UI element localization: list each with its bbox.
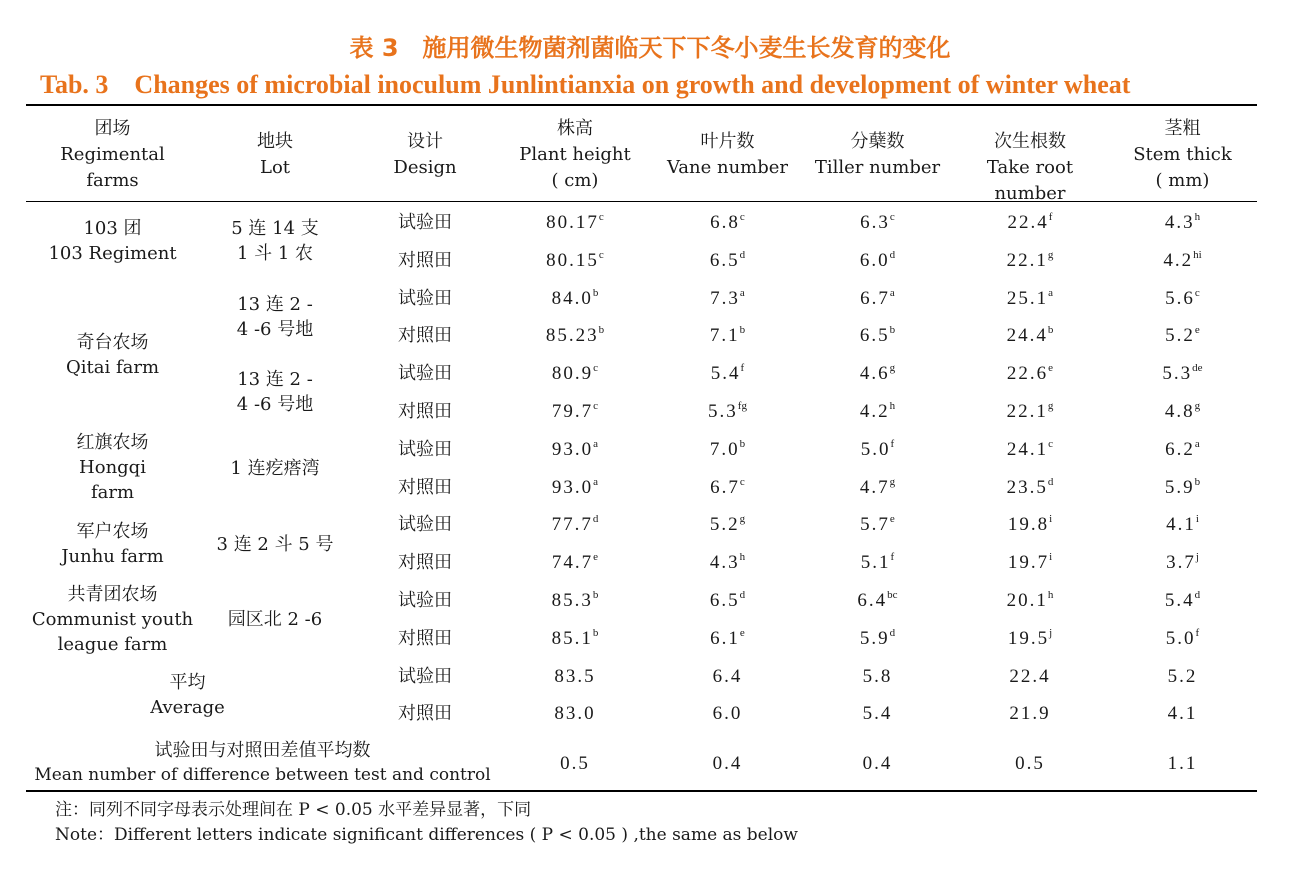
stem-cell: [1105, 512, 1260, 537]
tiller-cell: [800, 399, 955, 424]
note-en: Note：Different letters indicate significant differences ( P < 0.05 ) ,the same as below: [55, 825, 798, 845]
tiller-value: 6.0: [859, 250, 890, 271]
lot-line: 4 -6 号地: [236, 394, 314, 415]
vane-significance-letter: c: [739, 211, 745, 223]
tiller-significance-letter: h: [889, 400, 896, 412]
height-significance-letter: a: [593, 476, 599, 488]
tiller-value: 4.7: [859, 477, 890, 498]
stem-significance-letter: h: [1194, 211, 1201, 223]
farm-name-en: Hongqi: [79, 457, 146, 478]
bottom-rule: [26, 790, 1257, 792]
table-title-en: [40, 70, 1270, 100]
height-significance-letter: c: [593, 400, 599, 412]
tiller-cell: [800, 286, 955, 311]
stem-significance-letter: a: [1194, 438, 1200, 450]
root-significance-letter: a: [1048, 287, 1054, 299]
vane-significance-letter: h: [739, 551, 746, 563]
tiller-significance-letter: e: [889, 513, 895, 525]
root-value: 19.7: [1007, 552, 1050, 573]
stem-cell: [1105, 475, 1260, 500]
tiller-value: 5.7: [860, 514, 890, 535]
header-vane-en: Vane number: [666, 157, 789, 178]
farm-junhu: [30, 519, 195, 569]
tiller-cell: [800, 701, 955, 726]
stem-value: 4.3: [1164, 212, 1195, 233]
farm-hongqi: [30, 430, 195, 505]
root-cell: [955, 626, 1105, 651]
header-stem-en: Stem thick: [1133, 144, 1232, 165]
header-farm: [30, 116, 195, 194]
stem-cell: [1105, 664, 1260, 689]
root-cell: [955, 512, 1105, 537]
tiller-cell: [800, 512, 955, 537]
root-cell: [955, 210, 1105, 235]
difference-label-en: Mean number of difference between test and control: [34, 765, 491, 785]
stem-value: 3.7: [1166, 552, 1196, 573]
top-rule: [26, 104, 1257, 106]
stem-cell: [1105, 550, 1260, 575]
stem-cell: [1105, 248, 1260, 273]
root-cell: [955, 664, 1105, 689]
vane-cell: [655, 248, 800, 273]
difference-label: [30, 738, 495, 788]
difference-root: 0.5: [1015, 753, 1045, 774]
vane-value: 6.0: [712, 703, 743, 724]
stem-significance-letter: i: [1195, 513, 1199, 525]
stem-significance-letter: f: [1195, 627, 1200, 639]
tiller-cell: [800, 475, 955, 500]
lot-6: [195, 607, 355, 632]
root-value: 22.6: [1006, 363, 1049, 384]
tiller-value: 5.8: [862, 666, 893, 687]
farm-name-en: 103 Regiment: [48, 243, 177, 264]
header-stem: [1105, 116, 1260, 194]
height-cell: [495, 286, 655, 311]
height-value: 77.7: [551, 514, 593, 535]
height-value: 93.0: [551, 477, 594, 498]
vane-cell: [655, 512, 800, 537]
design-cell: 试验田: [398, 514, 452, 535]
tiller-significance-letter: f: [890, 438, 895, 450]
vane-value: 6.4: [712, 666, 743, 687]
tiller-cell: [800, 550, 955, 575]
tiller-cell: [800, 248, 955, 273]
farm-name-cn: 共青团农场: [67, 584, 158, 605]
farm-name-en: Junhu farm: [61, 546, 164, 567]
stem-cell: [1105, 588, 1260, 613]
vane-value: 5.4: [710, 363, 741, 384]
stem-significance-letter: de: [1192, 362, 1203, 374]
tiller-significance-letter: c: [889, 211, 895, 223]
height-cell: [495, 248, 655, 273]
stem-significance-letter: j: [1195, 551, 1199, 563]
farm-name-en2: farm: [90, 482, 135, 503]
farm-qitai: [30, 330, 195, 380]
stem-value: 4.1: [1166, 514, 1196, 535]
stem-value: 4.1: [1167, 703, 1198, 724]
height-cell: [495, 512, 655, 537]
tiller-cell: [800, 626, 955, 651]
stem-cell: [1105, 361, 1260, 386]
height-significance-letter: b: [592, 627, 599, 639]
stem-value: 4.2: [1163, 250, 1194, 271]
design-cell: 试验田: [398, 439, 452, 460]
root-value: 22.4: [1007, 212, 1049, 233]
stem-cell: [1105, 399, 1260, 424]
vane-significance-letter: e: [739, 627, 745, 639]
table-label: Tab. 3: [40, 70, 109, 99]
header-root-en: Take root number: [986, 157, 1074, 204]
height-significance-letter: c: [598, 249, 604, 261]
stem-value: 5.2: [1165, 325, 1195, 346]
tiller-value: 4.6: [859, 363, 890, 384]
vane-significance-letter: d: [739, 249, 746, 261]
tiller-value: 6.7: [860, 288, 890, 309]
root-significance-letter: f: [1048, 211, 1053, 223]
average-en: Average: [150, 697, 225, 718]
root-cell: [955, 588, 1105, 613]
design-cell: 对照田: [398, 401, 452, 422]
root-cell: [955, 399, 1105, 424]
difference-height: 0.5: [560, 753, 590, 774]
root-significance-letter: c: [1048, 438, 1054, 450]
lot-4: [195, 456, 355, 481]
root-value: 19.5: [1007, 628, 1050, 649]
vane-cell: [655, 210, 800, 235]
header-stem-unit: ( mm): [1155, 170, 1210, 191]
table-title-cn: 表 3 施用微生物菌剂菌临天下下冬小麦生长发育的变化: [349, 34, 951, 62]
height-significance-letter: a: [593, 438, 599, 450]
vane-cell: [655, 286, 800, 311]
height-significance-letter: e: [593, 551, 599, 563]
vane-value: 4.3: [709, 552, 740, 573]
vane-cell: [655, 550, 800, 575]
height-value: 74.7: [551, 552, 594, 573]
tiller-value: 5.4: [862, 703, 893, 724]
vane-cell: [655, 475, 800, 500]
stem-significance-letter: b: [1194, 476, 1201, 488]
header-height: [495, 116, 655, 194]
height-value: 93.0: [551, 439, 594, 460]
stem-significance-letter: d: [1194, 589, 1201, 601]
vane-value: 6.8: [710, 212, 740, 233]
height-cell: [495, 626, 655, 651]
root-cell: [955, 361, 1105, 386]
root-value: 24.4: [1006, 325, 1048, 346]
root-cell: [955, 437, 1105, 462]
farm-name-cn: 奇台农场: [76, 332, 149, 353]
vane-cell: [655, 588, 800, 613]
farm-name-en: Communist youth: [31, 609, 194, 630]
tiller-value: 4.2: [859, 401, 890, 422]
farm-name-cn: 军户农场: [76, 521, 149, 542]
root-cell: [955, 323, 1105, 348]
header-vane-cn: 叶片数: [700, 131, 755, 152]
height-significance-letter: c: [598, 211, 604, 223]
stem-value: 5.9: [1164, 477, 1195, 498]
root-value: 22.1: [1006, 401, 1048, 422]
note-cn: 注：同列不同字母表示处理间在 P < 0.05 水平差异显著，下同: [55, 800, 532, 820]
stem-value: 6.2: [1165, 439, 1195, 460]
height-significance-letter: b: [598, 324, 605, 336]
tiller-significance-letter: b: [889, 324, 896, 336]
vane-significance-letter: c: [739, 476, 745, 488]
vane-value: 5.3: [708, 401, 738, 422]
stem-value: 5.0: [1165, 628, 1196, 649]
design-cell: 对照田: [398, 250, 452, 271]
tiller-significance-letter: bc: [887, 589, 898, 601]
root-value: 23.5: [1006, 477, 1048, 498]
vane-value: 5.2: [709, 514, 740, 535]
average-label: [100, 670, 275, 720]
header-root: [955, 129, 1105, 207]
vane-cell: [655, 664, 800, 689]
height-cell: [495, 664, 655, 689]
stem-value: 5.6: [1165, 288, 1195, 309]
height-cell: [495, 399, 655, 424]
tiller-cell: [800, 210, 955, 235]
header-design-en: Design: [393, 157, 457, 178]
design-cell: 试验田: [398, 590, 452, 611]
root-value: 21.9: [1009, 703, 1051, 724]
vane-cell: [655, 323, 800, 348]
lot-5: [195, 532, 355, 557]
tiller-significance-letter: a: [889, 287, 895, 299]
stem-significance-letter: hi: [1193, 249, 1202, 261]
tiller-significance-letter: d: [889, 249, 896, 261]
lot-line: 1 斗 1 农: [236, 243, 314, 264]
root-significance-letter: i: [1049, 513, 1053, 525]
height-value: 80.15: [546, 250, 599, 271]
tiller-cell: [800, 323, 955, 348]
vane-value: 7.1: [709, 325, 740, 346]
design-cell: 对照田: [398, 325, 452, 346]
header-design-cn: 设计: [407, 131, 443, 152]
stem-value: 4.8: [1164, 401, 1195, 422]
tiller-cell: [800, 361, 955, 386]
vane-value: 6.5: [709, 590, 740, 611]
height-cell: [495, 210, 655, 235]
lot-1: [195, 216, 355, 266]
header-tiller-en: Tiller number: [814, 157, 941, 178]
tiller-value: 6.4: [857, 590, 888, 611]
header-design: [355, 129, 495, 181]
root-significance-letter: h: [1047, 589, 1054, 601]
height-value: 80.9: [551, 363, 594, 384]
design-cell: 试验田: [398, 212, 452, 233]
header-vane: [655, 129, 800, 181]
stem-value: 5.4: [1164, 590, 1195, 611]
design-cell: 试验田: [398, 288, 452, 309]
header-farm-cn: 团场: [94, 118, 131, 139]
header-lot-cn: 地块: [257, 131, 293, 152]
header-lot: [195, 129, 355, 181]
difference-vane: 0.4: [712, 753, 743, 774]
farm-103: [30, 216, 195, 266]
average-cn: 平均: [169, 672, 206, 693]
lot-2: [195, 292, 355, 342]
tiller-cell: [800, 664, 955, 689]
root-cell: [955, 550, 1105, 575]
root-significance-letter: e: [1048, 362, 1054, 374]
vane-cell: [655, 399, 800, 424]
vane-significance-letter: g: [739, 513, 746, 525]
tiller-value: 6.5: [859, 325, 890, 346]
tiller-value: 6.3: [860, 212, 890, 233]
root-significance-letter: d: [1047, 476, 1054, 488]
farm-communist: [30, 582, 195, 657]
vane-significance-letter: fg: [737, 400, 747, 412]
lot-line: 13 连 2 -: [237, 369, 313, 390]
header-tiller: [800, 129, 955, 181]
farm-name-en2: league farm: [57, 634, 168, 655]
tiller-value: 5.0: [860, 439, 891, 460]
lot-3: [195, 367, 355, 417]
header-tiller-cn: 分蘖数: [850, 131, 905, 152]
root-value: 20.1: [1006, 590, 1048, 611]
root-significance-letter: g: [1047, 249, 1054, 261]
height-significance-letter: b: [592, 287, 599, 299]
root-cell: [955, 248, 1105, 273]
difference-stem: 1.1: [1167, 753, 1198, 774]
vane-cell: [655, 626, 800, 651]
height-value: 85.1: [551, 628, 593, 649]
stem-value: 5.3: [1162, 363, 1193, 384]
lot-line: 1 连疙瘩湾: [230, 458, 320, 479]
vane-significance-letter: a: [739, 287, 745, 299]
vane-value: 7.3: [710, 288, 740, 309]
design-cell: 对照田: [398, 552, 452, 573]
stem-significance-letter: e: [1194, 324, 1200, 336]
height-value: 85.3: [551, 590, 593, 611]
root-value: 19.8: [1007, 514, 1050, 535]
lot-line: 园区北 2 -6: [227, 609, 323, 630]
difference-label-cn: 试验田与对照田差值平均数: [154, 740, 371, 761]
vane-significance-letter: d: [739, 589, 746, 601]
height-significance-letter: d: [592, 513, 599, 525]
vane-value: 6.7: [710, 477, 740, 498]
stem-cell: [1105, 210, 1260, 235]
vane-significance-letter: b: [739, 438, 746, 450]
header-root-cn: 次生根数: [994, 131, 1066, 152]
height-cell: [495, 323, 655, 348]
header-farm-en: Regimental: [60, 144, 165, 165]
header-stem-cn: 茎粗: [1164, 118, 1201, 139]
height-value: 83.5: [554, 666, 596, 687]
stem-cell: [1105, 323, 1260, 348]
tiller-significance-letter: f: [890, 551, 895, 563]
design-cell: 试验田: [398, 363, 452, 384]
stem-cell: [1105, 286, 1260, 311]
root-cell: [955, 701, 1105, 726]
stem-cell: [1105, 701, 1260, 726]
root-significance-letter: j: [1049, 627, 1053, 639]
root-significance-letter: b: [1047, 324, 1054, 336]
stem-significance-letter: g: [1194, 400, 1201, 412]
vane-significance-letter: f: [740, 362, 745, 374]
tiller-significance-letter: g: [889, 476, 896, 488]
height-cell: [495, 588, 655, 613]
height-value: 83.0: [554, 703, 596, 724]
stem-cell: [1105, 626, 1260, 651]
height-value: 85.23: [545, 325, 599, 346]
lot-line: 4 -6 号地: [236, 319, 314, 340]
stem-cell: [1105, 437, 1260, 462]
height-significance-letter: c: [593, 362, 599, 374]
height-value: 84.0: [551, 288, 593, 309]
header-farm-en2: farms: [86, 170, 139, 191]
height-significance-letter: b: [592, 589, 599, 601]
header-lot-en: Lot: [259, 157, 291, 178]
farm-name-cn: 红旗农场: [76, 432, 149, 453]
vane-value: 6.1: [710, 628, 740, 649]
height-cell: [495, 550, 655, 575]
tiller-cell: [800, 437, 955, 462]
design-cell: 对照田: [398, 628, 452, 649]
stem-value: 5.2: [1167, 666, 1198, 687]
lot-line: 3 连 2 斗 5 号: [216, 534, 334, 555]
vane-value: 6.5: [709, 250, 740, 271]
lot-line: 13 连 2 -: [237, 294, 313, 315]
height-cell: [495, 701, 655, 726]
root-cell: [955, 286, 1105, 311]
height-value: 80.17: [546, 212, 599, 233]
height-cell: [495, 437, 655, 462]
vane-cell: [655, 437, 800, 462]
tiller-value: 5.1: [860, 552, 891, 573]
design-cell: 对照田: [398, 703, 452, 724]
farm-name-en: Qitai farm: [65, 357, 160, 378]
lot-line: 5 连 14 支: [231, 218, 319, 239]
farm-name-cn: 103 团: [83, 218, 142, 239]
tiller-significance-letter: d: [889, 627, 896, 639]
root-cell: [955, 475, 1105, 500]
header-height-cn: 株高: [557, 118, 593, 139]
difference-tiller: 0.4: [862, 753, 893, 774]
root-significance-letter: g: [1047, 400, 1054, 412]
design-cell: 试验田: [398, 666, 452, 687]
vane-cell: [655, 701, 800, 726]
tiller-cell: [800, 588, 955, 613]
tiller-significance-letter: g: [889, 362, 896, 374]
root-value: 22.1: [1006, 250, 1048, 271]
root-significance-letter: i: [1049, 551, 1053, 563]
stem-significance-letter: c: [1194, 287, 1200, 299]
vane-cell: [655, 361, 800, 386]
root-value: 24.1: [1006, 439, 1049, 460]
header-height-unit: ( cm): [551, 170, 599, 191]
root-value: 22.4: [1009, 666, 1051, 687]
design-cell: 对照田: [398, 477, 452, 498]
height-cell: [495, 475, 655, 500]
vane-value: 7.0: [709, 439, 740, 460]
height-value: 79.7: [551, 401, 594, 422]
root-value: 25.1: [1006, 288, 1049, 309]
header-height-en: Plant height: [519, 144, 631, 165]
table-title-en-text: Changes of microbial inoculum Junlintianxia on growth and development of winter wheat: [134, 70, 1131, 99]
vane-significance-letter: b: [739, 324, 746, 336]
height-cell: [495, 361, 655, 386]
tiller-value: 5.9: [859, 628, 890, 649]
